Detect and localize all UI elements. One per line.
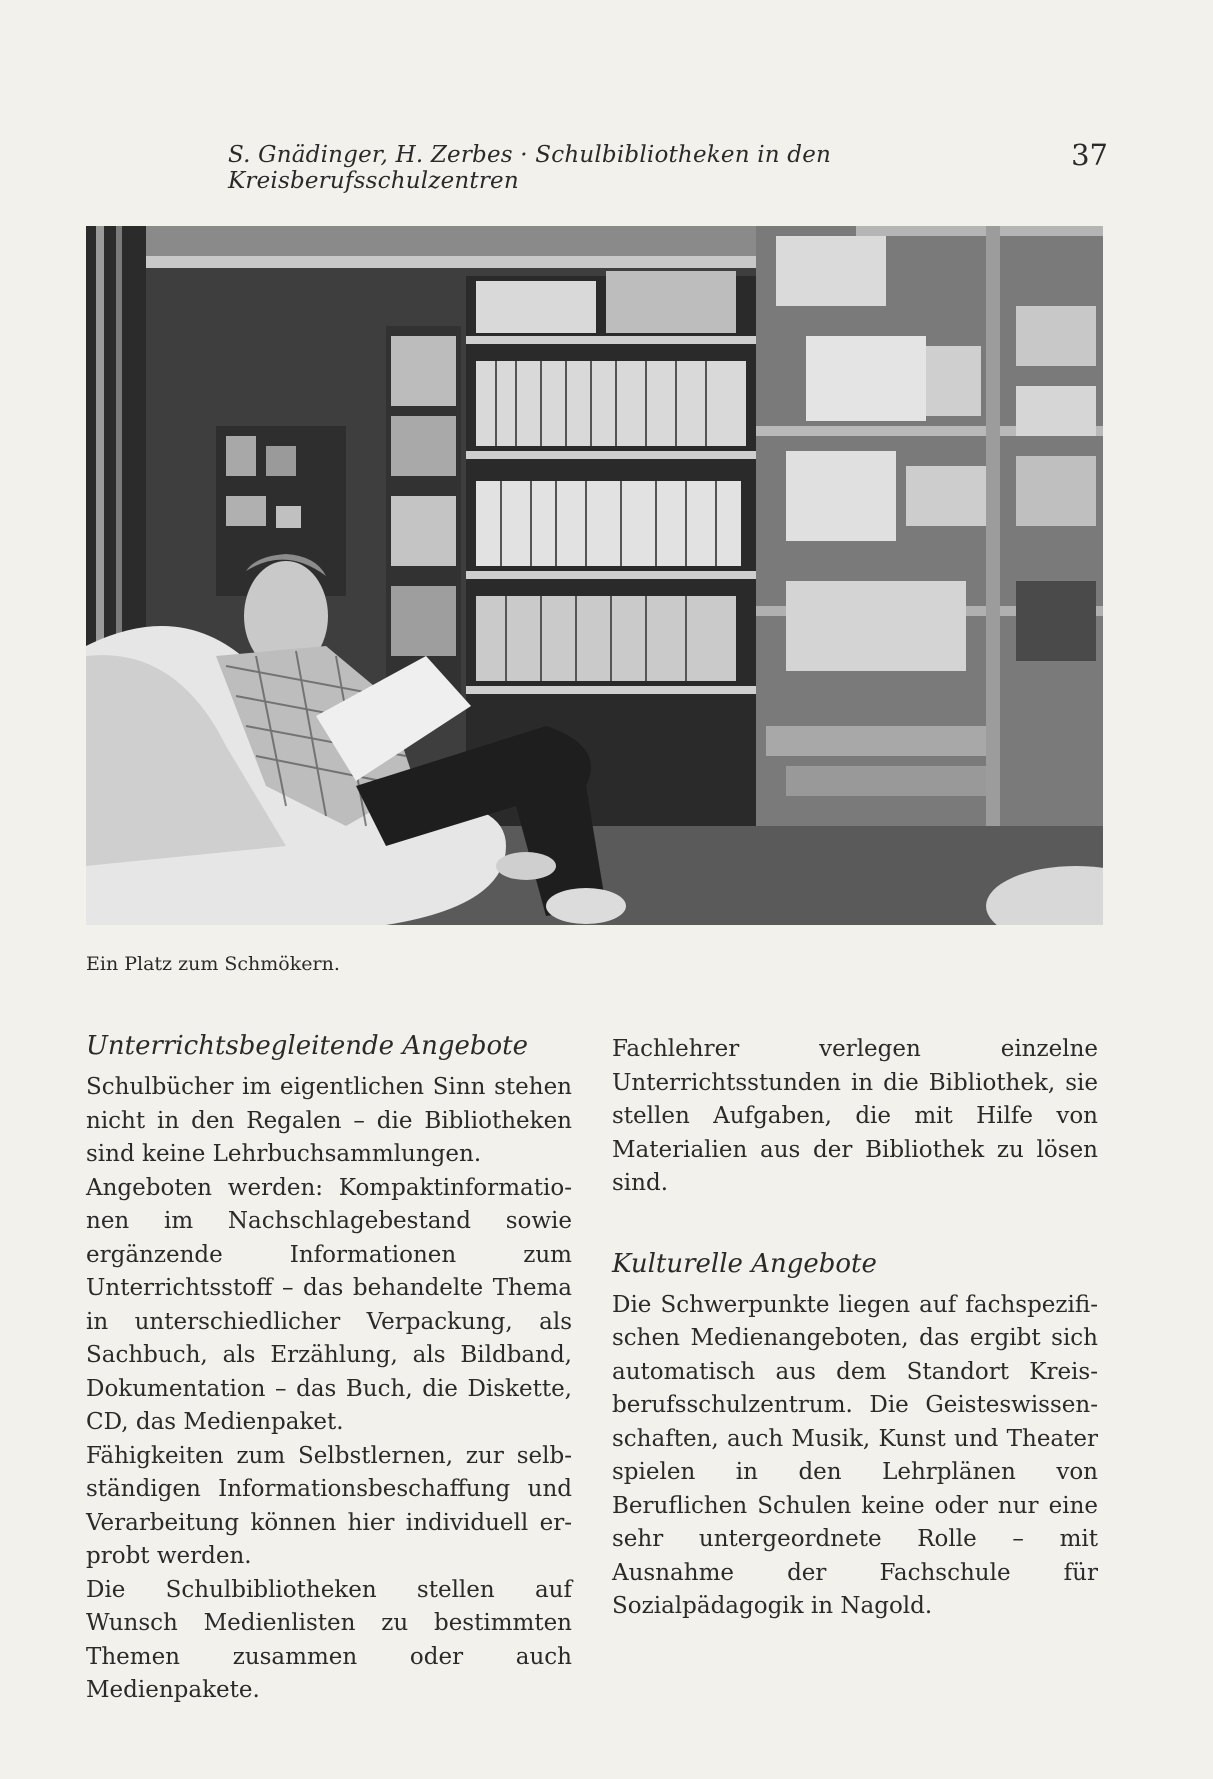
paragraph: Die Schulbibliotheken stellen auf Wunsch Medienlisten zu bestimmten Themen zusammen oder auch Medienpakete. xyxy=(86,1576,572,1703)
section-spacer xyxy=(612,1201,1098,1247)
page-number: 37 xyxy=(1071,138,1108,172)
paragraph: Fähigkeiten zum Selbstlernen, zur selbständigen Informationsbeschaffung und Verarbeitung können hier individuell erprobt werden. xyxy=(86,1442,572,1569)
paragraph: Die Schwerpunkte liegen auf fachspezifischen Medienangeboten, das ergibt sich automatisch aus dem Standort Kreisberufsschulzentrum. Die Geisteswissenschaften, auch Musik, Kunst und Theater spielen in den Lehrplänen von Beruflichen Schulen keine oder nur eine sehr untergeordnete Rolle – mit Ausnahme der Fachschule für Sozialpädagogik in Nagold. xyxy=(612,1291,1098,1619)
left-column xyxy=(86,1029,572,1708)
section-heading-kultur: Kulturelle Angebote xyxy=(612,1248,877,1279)
figure-caption: Ein Platz zum Schmökern. xyxy=(86,953,340,975)
paragraph: Fachlehrer verlegen einzelne Unterrichtsstunden in die Bibliothek, sie stellen Aufgaben, die mit Hilfe von Materialien aus der Bibliothek zu lösen sind. xyxy=(612,1036,1098,1196)
running-title: S. Gnädinger, H. Zerbes · Schulbibliotheken in den Kreisberufsschulzentren xyxy=(228,142,832,194)
library-photo-illustration xyxy=(86,226,1103,925)
right-column xyxy=(612,1033,1098,1624)
section-heading-unterricht: Unterrichtsbegleitende Angebote xyxy=(86,1031,529,1061)
paragraph: Schulbücher im eigentlichen Sinn stehen nicht in den Regalen – die Bibliotheken sind keine Lehrbuchsammlungen. xyxy=(86,1074,572,1167)
library-photo xyxy=(86,226,1103,925)
page-header xyxy=(228,138,1108,194)
paragraph: Angeboten werden: Kompaktinformationen im Nachschlagebestand sowie ergänzende Informationen zum Unterrichtsstoff – das behandelte Thema in unterschiedlicher Verpackung, als Sachbuch, als Erzählung, als Bildband, Dokumentation – das Buch, die Diskette, CD, das Medienpaket. xyxy=(86,1174,572,1435)
